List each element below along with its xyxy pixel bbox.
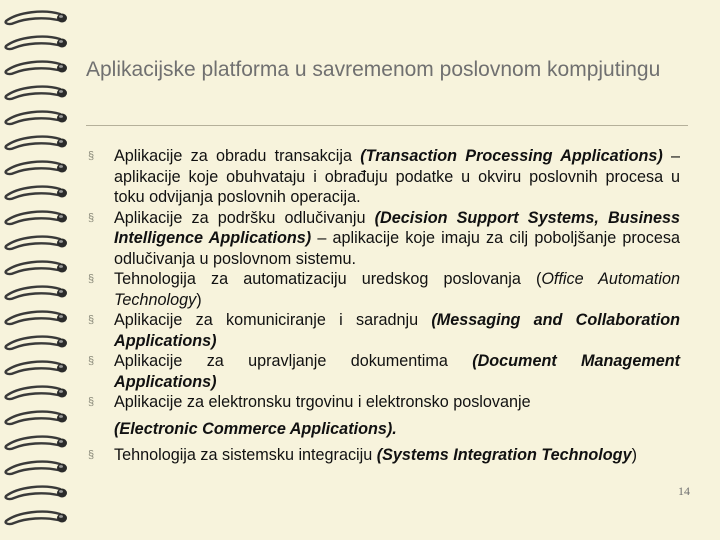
item-term: (Electronic Commerce Applications). bbox=[114, 419, 397, 438]
item-text: – aplikacije koje obuhvataju i obrađuju podatke u okviru poslovnih procesa u toku odvijanja poslovnih operacija. bbox=[114, 147, 680, 206]
bullet-icon: § bbox=[88, 396, 95, 408]
binding-ring bbox=[6, 12, 67, 24]
item-text: – aplikacije koje imaju za cilj poboljšanje procesa odlučivanja u poslovnom sistemu. bbox=[114, 229, 680, 268]
binding-ring bbox=[6, 487, 67, 499]
binding-ring bbox=[6, 362, 67, 374]
item-term: (Systems Integration Technology bbox=[376, 446, 632, 464]
item-text: ) bbox=[631, 446, 637, 464]
binding-ring bbox=[6, 462, 67, 474]
spiral-binding-icon bbox=[0, 0, 80, 540]
item-term: (Decision Support Systems, Business Intelligence Applications) bbox=[114, 208, 680, 247]
binding-ring bbox=[6, 337, 67, 349]
binding-ring bbox=[6, 212, 67, 224]
bullet-list bbox=[88, 146, 680, 466]
bullet-icon: § bbox=[88, 355, 95, 367]
item-text: Aplikacije za obradu transakcija bbox=[114, 147, 361, 165]
page-number: 14 bbox=[678, 484, 690, 498]
item-term: (Document Management Applications) bbox=[114, 352, 680, 391]
binding-ring bbox=[6, 37, 67, 49]
item-text: Tehnologija za sistemsku integraciju bbox=[114, 446, 377, 464]
item-text: Aplikacije za podršku odlučivanju bbox=[114, 208, 375, 227]
binding-ring bbox=[6, 112, 67, 124]
item-text: Aplikacije za upravljanje dokumentima bbox=[114, 352, 473, 370]
item-term: (Messaging and Collaboration Applications) bbox=[114, 311, 680, 350]
item-term: Office Automation Technology bbox=[114, 270, 681, 309]
binding-ring bbox=[6, 187, 67, 199]
list-item bbox=[88, 445, 680, 466]
binding-ring bbox=[6, 237, 67, 249]
list-item bbox=[88, 351, 680, 392]
bullet-icon: § bbox=[88, 273, 95, 285]
list-item bbox=[88, 146, 680, 208]
bullet-icon: § bbox=[88, 211, 95, 224]
item-text: Aplikacije za elektronsku trgovinu i elektronsko poslovanje bbox=[114, 393, 531, 411]
item-text: Tehnologija za automatizaciju uredskog poslovanja ( bbox=[114, 270, 542, 288]
binding-ring bbox=[6, 162, 67, 174]
bullet-icon: § bbox=[88, 449, 95, 461]
binding-ring bbox=[6, 412, 67, 424]
slide-title: Aplikacijske platforma u savremenom poslovnom kompjutingu bbox=[86, 58, 661, 81]
list-item bbox=[88, 392, 680, 439]
binding-ring bbox=[6, 87, 67, 99]
binding-ring bbox=[6, 512, 67, 524]
bullet-icon: § bbox=[88, 314, 95, 326]
list-item bbox=[88, 269, 680, 310]
binding-ring bbox=[6, 137, 67, 149]
binding-ring bbox=[6, 387, 67, 399]
binding-ring bbox=[6, 287, 67, 299]
binding-ring bbox=[6, 62, 67, 74]
binding-ring bbox=[6, 312, 67, 324]
bullet-icon: § bbox=[88, 150, 95, 162]
list-item bbox=[88, 208, 680, 270]
binding-ring bbox=[6, 262, 67, 274]
binding-ring bbox=[6, 437, 67, 449]
list-item bbox=[88, 310, 680, 351]
item-text: ) bbox=[196, 290, 202, 309]
title-divider bbox=[86, 125, 688, 126]
item-text: Aplikacije za komuniciranje i saradnju bbox=[114, 311, 432, 329]
item-term: (Transaction Processing Applications) bbox=[360, 147, 663, 165]
